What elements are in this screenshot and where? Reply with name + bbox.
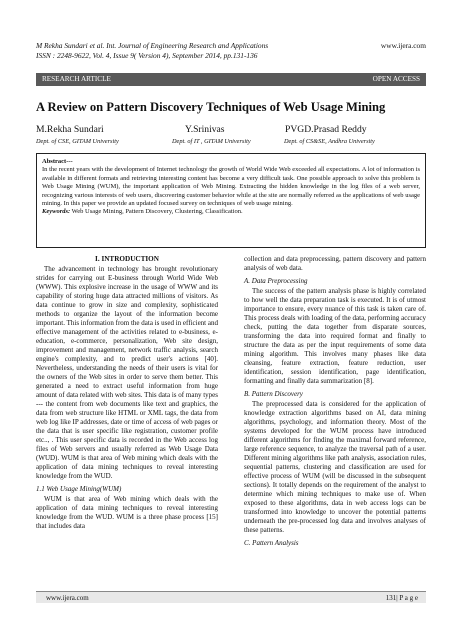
wum-paragraph: WUM is that area of Web mining which deals with the application of data mining techniques to reveal interesting knowledge from the WUD. WUM is a three phase process [15] that includes data [36,495,218,530]
footer-website[interactable]: www.ijera.com [46,594,89,602]
author-name: M.Rekha Sundari [36,124,104,135]
continued-paragraph: collection and data preprocessing, pattern discovery and pattern analysis of web data. [244,255,426,272]
page-footer [36,591,426,603]
keywords-text: Web Usage Mining, Pattern Discovery, Clustering, Classification. [70,208,243,216]
keywords-label: Keywords: [42,208,71,216]
author-name: PVGD.Prasad Reddy [285,124,367,135]
journal-website[interactable]: www.ijera.com [380,41,426,50]
right-column [244,255,426,549]
author-affiliation: Dept. of CSE, GITAM University [36,138,119,145]
subsection-heading-b: B. Pattern Discovery [244,390,303,398]
journal-header [36,41,426,61]
author-affiliation: Dept. of CS&SE, Andhra University [284,138,375,145]
pattern-discovery-paragraph: The preprocessed data is considered for the application of knowledge extraction algorithms based on AI, data mining algorithms, psychology, and information theory. Most of the systems developed for the WUM process have introduced different algorithms for finding the maximal forward reference, large reference sequence, to analyze the traversal path of a user. Different mining algorithms like path analysis, association rules, sequential patterns, clustering and classification are used for effective process of WUM (will be discussed in the subsequent sections). It totally depends on the requirement of the analyst to determine which mining techniques to make use of. When exposed to these algorithms, data in web access logs can be transformed into knowledge to uncover the potential patterns underneath the pre-processed log data and involves analyses of these patterns. [244,400,426,534]
intro-paragraph: The advancement in technology has brought revolutionary strides for carrying out E-business through World Wide Web (WWW). This explosive increase in the usage of WWW and its capability of storing huge data attracted millions of visitors. As data continue to grow in size and complexity, sophisticated methods to organize the layout of the information become important. This information from the data is used in efficient and effective management of the activities related to e-business, e-education, e-commerce, personalization, Web site design, improvement and management, network traffic analysis, search engine's complexity, and to predict user's actions [40]. Nevertheless, understanding the needs of their users is vital for the owners of the Web sites in order to serve them better. This generated a need to extract useful information from huge amount of data related with web sites. This data is of many types --- the content from web documents like text and graphics, the data from web structure like HTML or XML tags, the data from web log like IP addresses, date or time of access of web pages or the data that is user specific like registration, customer profile etc.., . This user specific data is recorded in the Web access log files of Web servers and usually referred as Web Usage Data (WUD). WUM is that area of Web mining which deals with the application of data mining techniques to reveal interesting knowledge from the WUD. [36,265,218,480]
open-access-label: OPEN ACCESS [372,75,420,83]
citation-line-2: ISSN : 2248-9622, Vol. 4, Issue 9( Version 4), September 2014, pp.131-136 [36,51,258,60]
page-number: 131| P a g e [385,594,418,602]
subsection-heading: 1.1 Web Usage Mining(WUM) [36,485,122,493]
author-name: Y.Srinivas [185,124,225,135]
citation-line-1: M Rekha Sundari et al. Int. Journal of Engineering Research and Applications [36,41,269,50]
preprocessing-paragraph: The success of the pattern analysis phase is highly correlated to how well the data preparation task is executed. It is of utmost importance to ensure, every nuance of this task is taken care of. This process deals with loading of the data, performing accuracy check, putting the data together from disparate sources, transforming the data into required format and finally to structure the data as per the input requirements of some data mining algorithm. This involves many phases like data cleansing, feature extraction, feature reduction, user identification, session identification, page identification, formatting and finally data summarization [8]. [244,287,426,385]
section-heading: I. INTRODUCTION [95,255,159,263]
subsection-heading-c: C. Pattern Analysis [244,539,299,547]
article-type-label: RESEARCH ARTICLE [42,75,111,83]
subsection-heading-a: A. Data Preprocessing [244,277,308,285]
left-column [36,255,218,531]
abstract-body: In the recent years with the development of Internet technology the growth of World Wide Web exceeded all expectations. A lot of information is available in different formats and retrieving interesting content has become a very difficult task. One possible approach to solve this problem is Web Usage Mining (WUM), the important application of Web Mining. Extracting the hidden knowledge in the log files of a web server, recognizing various interests of web users, discovering customer behavior while at the site are normally referred as the applications of web usage mining. In this paper we provide an updated focused survey on techniques of web usage mining. [42,166,420,208]
author-affiliation: Dept. of IT , GITAM University [172,138,251,145]
abstract-box [36,153,426,248]
paper-title: A Review on Pattern Discovery Techniques of Web Usage Mining [36,100,386,114]
abstract-heading: Abstract--- [42,158,73,165]
keywords-line [42,208,420,216]
article-type-bar [36,73,426,86]
